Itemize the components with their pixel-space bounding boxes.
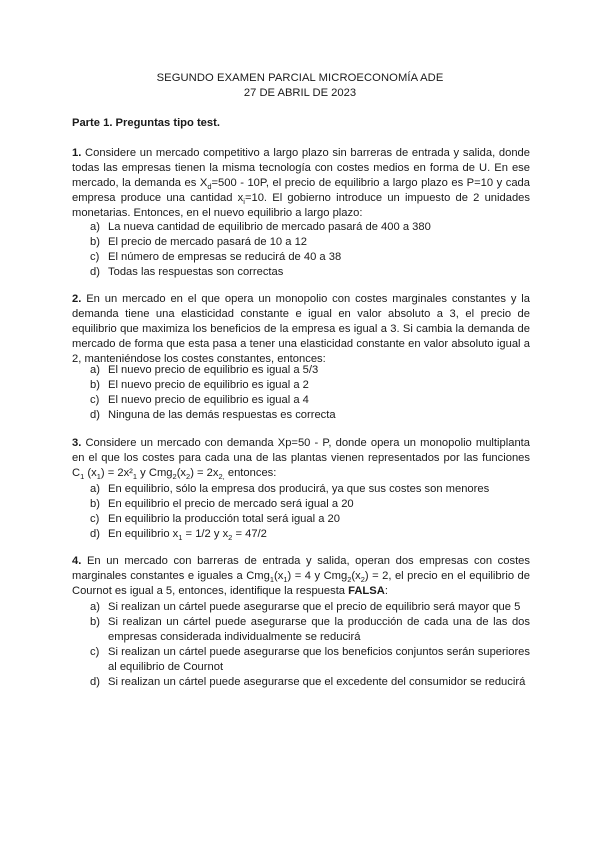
subscript: 1 [132,472,138,482]
subscript: 2 [172,472,177,482]
option-label: a) [90,483,100,495]
option-b [90,235,530,250]
question-4-options [90,600,530,690]
option-b [90,615,530,645]
option-label: b) [90,616,100,628]
question-number: 3. [72,437,82,449]
question-2 [72,292,530,367]
emphasis-falsa: FALSA [348,585,385,597]
question-text: : [384,585,388,597]
question-text: En un mercado en el que opera un monopolio con costes marginales constantes y la demanda tiene una elasticidad constante e igual en valor absoluto a 3, el precio de equilibrio que maximiza los beneficios de la empresa es igual a 3. Si cambia la demanda de mercado de forma que esta pasa a tener una elasticidad constante en valor absoluto igual a 2, manteniéndose los costes constantes, entonces: [72,293,530,365]
option-text: En equilibrio la producción total será igual a 20 [108,513,340,525]
option-c [90,645,530,675]
option-label: d) [90,266,100,278]
question-3 [72,436,530,481]
option-label: a) [90,601,100,613]
option-d [90,675,530,690]
option-c [90,512,530,527]
question-number: 2. [72,293,82,305]
question-text: y Cmg [137,467,173,479]
option-label: c) [90,251,100,263]
question-text: ) = 2, el precio en el equilibrio de Cournot es igual a 5, entonces, identifique la respuesta [72,570,530,597]
question-text: (x [351,570,361,582]
option-a [90,600,530,615]
subscript: d [207,182,212,192]
question-4 [72,554,530,599]
option-label: b) [90,379,100,391]
subscript: 2 [347,575,352,585]
question-3-options [90,482,530,542]
option-label: c) [90,394,100,406]
option-d [90,265,530,280]
option-text: El número de empresas se reducirá de 40 a 38 [108,251,342,263]
option-a [90,363,530,378]
option-label: d) [90,409,100,421]
option-text: Si realizan un cártel puede asegurarse que los beneficios conjuntos serán superiores al equilibrio de Cournot [108,646,530,673]
question-2-options [90,363,530,423]
subscript: 1 [269,575,275,585]
option-text: El nuevo precio de equilibrio es igual a 4 [108,394,309,406]
question-number: 4. [72,555,82,567]
question-text: ) = 2x² [100,467,133,479]
question-text: =500 - 10P, el precio de equilibrio a largo plazo es P=10 y cada empresa produce una cantidad x [72,177,530,204]
option-d [90,527,530,542]
option-d [90,408,530,423]
subscript: 1 [80,472,85,482]
question-text: Considere un mercado competitivo a largo plazo sin barreras de entrada y salida, donde todas las empresas tienen la misma tecnología con costes medios en forma de U. En ese mercado, la demanda es X [72,147,530,189]
question-text: (x [176,467,187,479]
subscript: i [243,197,245,207]
subscript: 1 [178,533,183,543]
option-label: a) [90,364,100,376]
subscript: 1 [283,575,288,585]
option-text: El nuevo precio de equilibrio es igual a 2 [108,379,309,391]
question-text: (x [84,467,97,479]
option-label: b) [90,236,100,248]
option-text: Todas las respuestas son correctas [108,266,284,278]
part-heading: Parte 1. Preguntas tipo test. [72,117,220,129]
option-text: Si realizan un cártel puede asegurarse que la producción de cada una de las dos empresas considerada individualmente se reducirá [108,616,530,643]
exam-title: SEGUNDO EXAMEN PARCIAL MICROECONOMÍA ADE [156,72,444,84]
option-text: En equilibrio, sólo la empresa dos producirá, ya que sus costes son menores [108,483,490,495]
option-a [90,482,530,497]
subscript: 2 [186,472,191,482]
question-text: ) = 2x [190,467,219,479]
option-text: Si realizan un cártel puede asegurarse que el precio de equilibrio será mayor que 5 [108,601,521,613]
option-text-part: En equilibrio x [108,528,179,540]
option-label: d) [90,528,100,540]
option-c [90,250,530,265]
option-b [90,497,530,512]
option-text: El precio de mercado pasará de 10 a 12 [108,236,308,248]
option-b [90,378,530,393]
option-text: Ninguna de las demás respuestas es correcta [108,409,336,421]
question-text: En un mercado con barreras de entrada y salida, operan dos empresas con costes marginales constantes e iguales a Cmg [72,555,530,582]
subscript: 2 [360,575,365,585]
option-c [90,393,530,408]
option-text: En equilibrio el precio de mercado será igual a 20 [108,498,354,510]
option-a [90,220,530,235]
question-1 [72,146,530,221]
option-text: Si realizan un cártel puede asegurarse que el excedente del consumidor se reducirá [108,676,526,688]
option-text-part: = 1/2 y x [182,528,229,540]
subscript: 2 [228,533,233,543]
question-text: (x [274,570,284,582]
option-text-part: = 47/2 [232,528,267,540]
option-text: El nuevo precio de equilibrio es igual a 5/3 [108,364,319,376]
subscript: 1 [96,472,101,482]
option-label: a) [90,221,100,233]
question-text: =10. El gobierno introduce un impuesto de 2 unidades monetarias. Entonces, en el nuevo equilibrio a largo plazo: [72,192,530,219]
subscript: 2, [218,472,225,482]
option-text: La nueva cantidad de equilibrio de mercado pasará de 400 a 380 [108,221,431,233]
question-text: entonces: [224,467,277,479]
option-text [108,527,530,542]
option-label: c) [90,646,100,658]
question-text: Considere un mercado con demanda Xp=50 - P, donde opera un monopolio multiplanta en el que los costes para cada una de las plantas vienen representados por las funciones C [72,437,530,479]
question-1-options [90,220,530,280]
option-label: c) [90,513,100,525]
option-label: b) [90,498,100,510]
question-text: ) = 4 y Cmg [287,570,348,582]
question-number: 1. [72,147,82,159]
option-label: d) [90,676,100,688]
exam-date: 27 DE ABRIL DE 2023 [243,87,357,99]
